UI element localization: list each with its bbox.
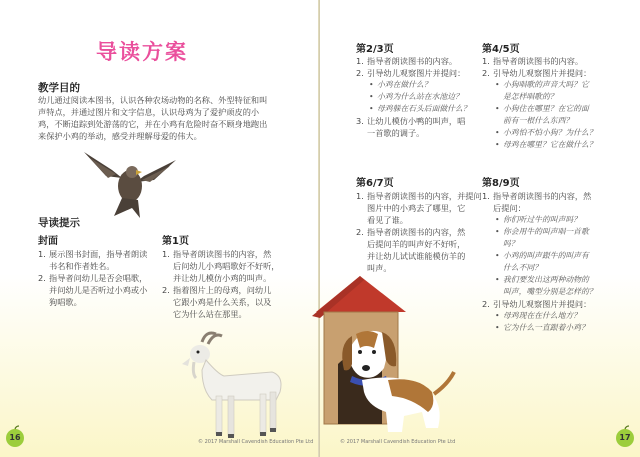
- item-line: 看见了谁。: [367, 215, 408, 225]
- question-item: • 小狗住在哪里？在它的面: [493, 103, 597, 115]
- item-line: 指导者朗读图书的内容，然: [173, 249, 272, 259]
- item-number: 3.: [356, 116, 364, 126]
- p67-heading: 第6/7页: [356, 178, 394, 189]
- item-line: 指着图片上的母鸡，问幼儿: [173, 285, 272, 295]
- question-item: • 小狗唱歌的声音大吗？它: [493, 79, 597, 91]
- item-line: 图片中的小鸡去了哪里，它: [367, 203, 466, 213]
- page-number-right: [614, 425, 636, 447]
- p67-list: [356, 190, 482, 274]
- item-line: 后提问羊的叫声好不好听，: [367, 239, 466, 249]
- question-list: [493, 310, 597, 334]
- item-number: 1.: [356, 56, 364, 66]
- item-line: 后问幼儿小鸡唱歌好不好听，: [173, 261, 280, 271]
- item-line: 它为什么站在那里。: [173, 309, 247, 319]
- list-item: [162, 284, 279, 320]
- item-line: 并问幼儿是否听过小鸡或小: [49, 285, 148, 295]
- question-item: • 小鸡在做什么？: [367, 79, 471, 91]
- item-line: 引导幼儿观察图片并提问：: [493, 299, 592, 309]
- item-line: 书名和作者姓名。: [49, 261, 115, 271]
- item-number: 1.: [356, 191, 364, 201]
- list-item: [482, 190, 597, 298]
- question-item-cont: 叫声，嘴型分别是怎样的？: [503, 287, 597, 296]
- item-line: 指导者朗读图书的内容。: [493, 56, 584, 66]
- question-item: • 我们要发出这两种动物的: [493, 274, 597, 286]
- question-item-cont: 什么不同？: [503, 263, 542, 272]
- item-line: 展示图书封面，指导者朗读: [49, 249, 148, 259]
- question-item: • 它为什么一直跟着小鸡？: [493, 322, 597, 334]
- item-number: 1.: [162, 249, 170, 259]
- list-item: [162, 248, 279, 284]
- objective-line: 鸡，不断追踪到处游荡的它，并在小鸡有危险时奋不顾身地跑出: [38, 119, 268, 129]
- question-item-cont: 是怎样唱歌的？: [503, 92, 558, 101]
- objective-line: 声特点，并通过图片和文字信息，认识母鸡为了爱护顽皮的小: [38, 107, 260, 117]
- item-line: 引导幼儿观察图片并提问：: [367, 68, 466, 78]
- item-number: 1.: [38, 249, 46, 259]
- objective-paragraph: [38, 94, 267, 142]
- item-line: 一首歌的调子。: [367, 128, 425, 138]
- question-item: • 母鸡躲在石头后面做什么？: [367, 103, 471, 115]
- list-item: [482, 67, 597, 151]
- page-number-text: 16: [9, 433, 21, 442]
- question-item: • 母鸡现在在什么地方？: [493, 310, 597, 322]
- p45-list: [482, 55, 597, 151]
- item-number: 2.: [38, 273, 46, 283]
- item-line: 指导者朗读图书的内容。: [367, 56, 458, 66]
- doghouse-dog-illustration: [308, 272, 468, 442]
- list-item: [356, 226, 482, 274]
- item-number: 2.: [482, 299, 490, 309]
- cover-heading: 封面: [38, 236, 58, 247]
- guide-heading: 导读提示: [38, 217, 80, 229]
- item-line: 引导幼儿观察图片并提问：: [493, 68, 592, 78]
- p23-list: [356, 55, 471, 139]
- page-number-left: [4, 425, 26, 447]
- list-item: [356, 55, 471, 67]
- p23-heading: 第2/3页: [356, 44, 394, 55]
- list-item: [356, 115, 471, 139]
- page1-heading: 第1页: [162, 236, 189, 247]
- copyright-right: © 2017 Marshall Cavendish Education Pte Ltd: [340, 439, 456, 445]
- question-item: • 你们听过牛的叫声吗？: [493, 214, 597, 226]
- item-number: 1.: [482, 56, 490, 66]
- cover-list: [38, 248, 147, 308]
- page-title: 导读方案: [96, 40, 188, 64]
- question-item-cont: 吗？: [503, 239, 519, 248]
- list-item: [38, 248, 147, 272]
- item-number: 2.: [162, 285, 170, 295]
- item-line: 它跟小鸡是什么关系，以及: [173, 297, 272, 307]
- item-number: 2.: [356, 68, 364, 78]
- question-item: • 母鸡在哪里？它在做什么？: [493, 139, 597, 151]
- item-line: 叫声。: [367, 263, 392, 273]
- item-number: 2.: [482, 68, 490, 78]
- item-line: 并让幼儿模仿小鸡的叫声。: [173, 273, 272, 283]
- copyright-left: © 2017 Marshall Cavendish Education Pte Ltd: [198, 439, 314, 445]
- item-line: 指导者朗读图书的内容，然: [367, 227, 466, 237]
- page-number-text: 17: [619, 433, 631, 442]
- list-item: [356, 67, 471, 115]
- left-page: [0, 0, 319, 457]
- question-item: • 小鸡为什么站在水池边？: [367, 91, 471, 103]
- list-item: [356, 190, 482, 226]
- question-list: [367, 79, 471, 115]
- objective-line: 幼儿通过阅读本图书，认识各种农场动物的名称、外型特征和叫: [38, 95, 268, 105]
- p89-heading: 第8/9页: [482, 178, 520, 189]
- item-line: 让幼儿模仿小鸭的叫声，唱: [367, 116, 466, 126]
- item-line: 并让幼儿试试谁能模仿羊的: [367, 251, 466, 261]
- objective-line: 来保护小鸡的举动，感受并理解母爱的伟大。: [38, 131, 202, 141]
- item-line: 后提问：: [493, 203, 526, 213]
- item-number: 1.: [482, 191, 490, 201]
- p45-heading: 第4/5页: [482, 44, 520, 55]
- question-list: [493, 214, 597, 298]
- list-item: [482, 55, 597, 67]
- eagle-illustration: [82, 148, 178, 222]
- question-list: [493, 79, 597, 151]
- p89-list: [482, 190, 597, 334]
- objective-heading: 教学目的: [38, 82, 80, 94]
- question-item-cont: 前有一根什么东西？: [503, 116, 574, 125]
- list-item: [38, 272, 147, 308]
- question-item: • 小鸡怕不怕小狗？为什么？: [493, 127, 597, 139]
- question-item: • 你会用牛的叫声唱一首歌: [493, 226, 597, 238]
- page1-list: [162, 248, 279, 320]
- item-line: 指导者朗读图书的内容，然: [493, 191, 592, 201]
- item-line: 指导者朗读图书的内容，并提问: [367, 191, 482, 201]
- question-item: • 小鸡的叫声跟牛的叫声有: [493, 250, 597, 262]
- item-number: 2.: [356, 227, 364, 237]
- list-item: [482, 298, 597, 334]
- item-line: 指导者问幼儿是否会唱歌，: [49, 273, 148, 283]
- item-line: 狗唱歌。: [49, 297, 82, 307]
- goat-illustration: [172, 330, 292, 440]
